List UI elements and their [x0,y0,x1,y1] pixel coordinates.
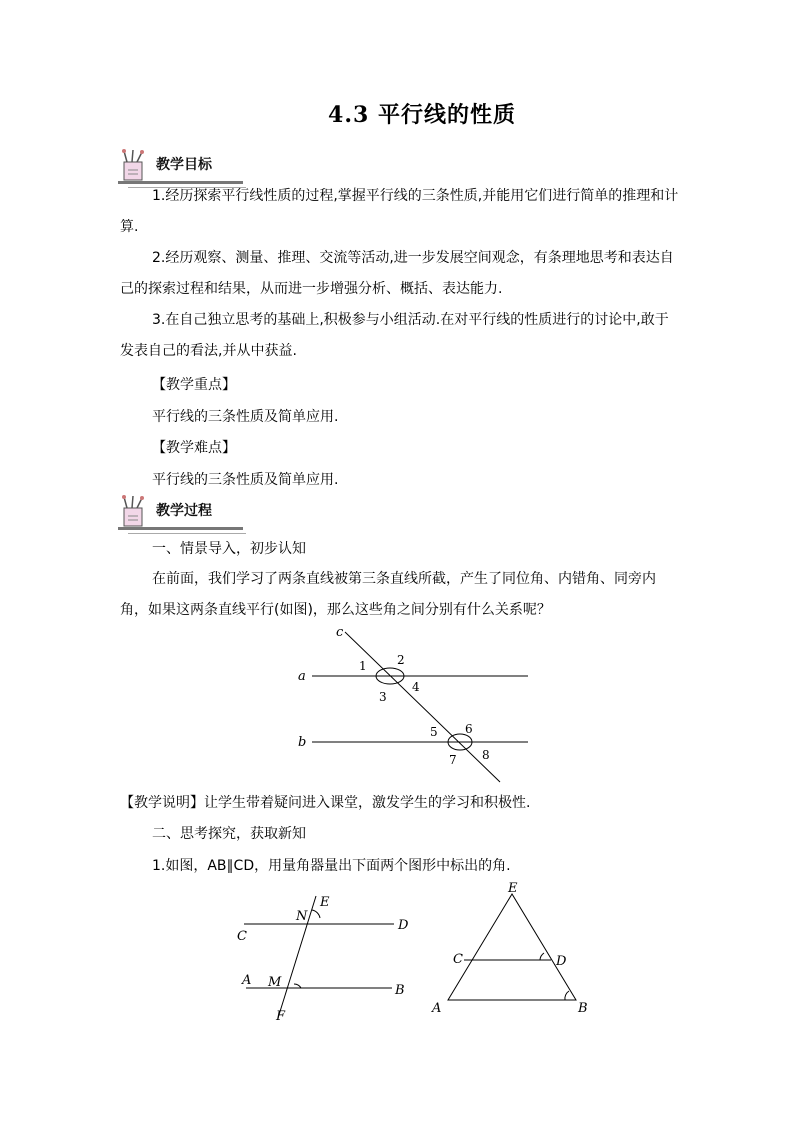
pencil-cup-icon [118,148,154,184]
label-b: b [298,735,307,750]
label-e: E [320,895,330,910]
label-b: B [395,983,405,998]
part1-text: 在前面，我们学习了两条直线被第三条直线所截，产生了同位角、内错角、同旁内角，如果这两条直线平行(如图)，那么这些角之间分别有什么关系呢？ [120,571,656,618]
header-underline-thin [128,533,246,534]
label-angle-6: 6 [465,722,473,736]
section-header-process [118,494,248,534]
key-point-text: 平行线的三条性质及简单应用. [152,409,339,425]
part2-title: 二、思考探究，获取新知 [152,826,306,842]
goal-3: 3.在自己独立思考的基础上,积极参与小组活动.在对平行线的性质进行的讨论中,敢于发表自己的看法,并从中获益. [120,312,669,359]
figure-triangle [428,880,598,1020]
label-a: a [298,669,306,684]
label-d: D [398,918,409,933]
part1-title: 一、情景导入，初步认知 [152,541,306,557]
difficulty-text: 平行线的三条性质及简单应用. [152,472,339,488]
triangle-eab [448,894,576,1000]
line-c [345,632,500,782]
label-n: N [296,909,308,924]
label-angle-5: 5 [430,725,438,739]
label-b: B [578,1001,588,1016]
label-e: E [508,881,518,896]
angle-arc-n [312,910,320,918]
angle-arc-b [565,991,569,1000]
label-f: F [276,1009,286,1024]
label-a: A [432,1001,442,1016]
label-c: c [336,625,344,640]
label-c: C [237,929,247,944]
section-header-label: 教学目标 [156,157,212,173]
goal-1: 1.经历探索平行线性质的过程,掌握平行线的三条性质,并能用它们进行简单的推理和计算. [120,188,679,235]
part2-item1: 1.如图，AB∥CD，用量角器量出下面两个图形中标出的角. [152,858,511,874]
goal-2: 2.经历观察、测量、推理、交流等活动,进一步发展空间观念，有条理地思考和表达自己的探索过程和结果，从而进一步增强分析、概括、表达能力. [120,250,674,297]
label-a: A [242,973,252,988]
page-title: 4.3 平行线的性质 [328,102,516,128]
figure-parallel-lines-ef [232,888,422,1028]
difficulty-label: 【教学难点】 [152,440,236,456]
label-angle-4: 4 [412,680,420,694]
angle-arc-d [540,953,544,960]
label-angle-3: 3 [379,690,387,704]
label-angle-7: 7 [449,753,457,767]
label-angle-8: 8 [482,748,490,762]
label-angle-1: 1 [359,659,367,673]
label-d: D [556,954,567,969]
label-angle-2: 2 [397,653,405,667]
key-point-label: 【教学重点】 [152,377,236,393]
figure-parallel-lines-transversal [290,624,540,789]
angle-arc-m [294,984,301,988]
teaching-note: 【教学说明】让学生带着疑问进入课堂，激发学生的学习和积极性. [120,795,531,811]
section-header-label: 教学过程 [156,503,212,519]
pencil-cup-icon [118,494,154,530]
label-m: M [268,975,282,990]
header-underline [118,527,243,530]
label-c: C [453,952,463,967]
